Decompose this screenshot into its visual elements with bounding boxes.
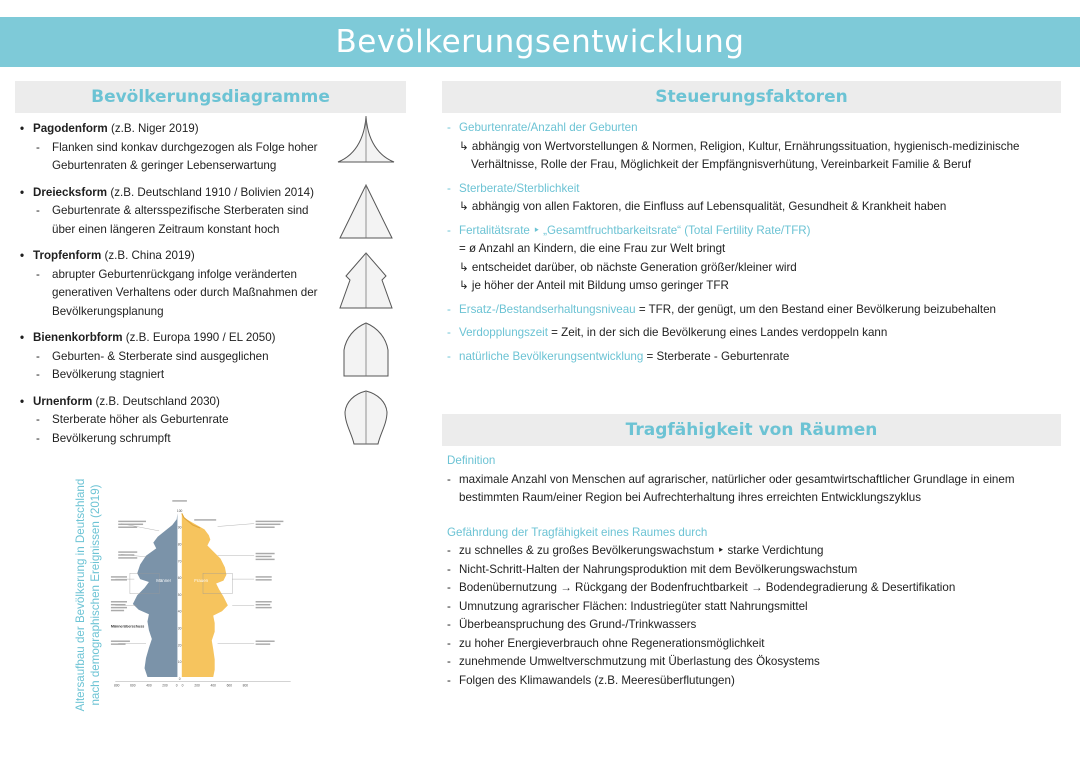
threat-label: Gefährdung der Tragfähigkeit eines Raumes durch (447, 525, 708, 539)
form-name: Urnenform (33, 394, 93, 408)
svg-text:200: 200 (162, 683, 168, 688)
threat-item: - Folgen des Klimawandels (z.B. Meeresüberflutungen) (447, 672, 1067, 691)
male-population-area (133, 513, 178, 677)
form-note: (z.B. Niger 2019) (107, 122, 199, 135)
svg-text:60: 60 (177, 576, 182, 581)
svg-text:50: 50 (177, 592, 182, 597)
male-label: Männer (156, 578, 172, 584)
svg-text:20: 20 (177, 643, 182, 648)
form-point: - abrupter Geburtenrückgang infolge veränderten generativen Verhaltens oder durch Maßnahmen der Bevölkerungsplanung (20, 266, 332, 322)
page-title: Bevölkerungsentwicklung (335, 24, 745, 60)
threat-item: - zu hoher Energieverbrauch ohne Regenerationsmöglichkeit (447, 635, 1067, 654)
threat-item: - zu schnelles & zu großes Bevölkerungswachstum ‣ starke Verdichtung (447, 542, 1067, 561)
section-heading-factors: Steuerungsfaktoren (442, 81, 1061, 113)
diagram-forms-list (20, 120, 332, 456)
definition-text: - maximale Anzahl von Menschen auf agrarischer, natürlicher oder gesamtwirtschaftlicher Grundlage in einem bestimmten Raum/einer Region bei Aufrechterhaltung ihres erreichten Entwicklungszyklus (447, 471, 1067, 508)
form-name: Bienenkorbform (33, 331, 123, 344)
triangle-shape-icon (336, 182, 396, 242)
form-point: - Flanken sind konkav durchgezogen als Folge hoher Geburtenraten & geringer Lebenserwartung (20, 139, 332, 176)
definition-label: Definition (447, 454, 496, 467)
form-point: - Geburten- & Sterberate sind ausgeglichen (20, 348, 332, 367)
male-surplus-label: Männerüberschuss (110, 624, 145, 629)
threat-item: - zunehmende Umweltverschmutzung mit Überlastung des Ökosystems (447, 653, 1067, 672)
threat-item: - Nicht-Schritt-Halten der Nahrungsproduktion mit dem Bevölkerungswachstum (447, 561, 1067, 580)
urn-shape-icon (340, 388, 392, 448)
section-heading-carrying-capacity: Tragfähigkeit von Räumen (442, 414, 1061, 446)
svg-text:0: 0 (181, 683, 184, 688)
form-point: - Sterberate höher als Geburtenrate (20, 411, 332, 430)
form-note: (z.B. China 2019) (101, 249, 195, 262)
svg-text:70: 70 (177, 559, 182, 564)
svg-text:40: 40 (177, 609, 182, 614)
beehive-shape-icon (340, 320, 392, 380)
factor-item: - Verdopplungszeit = Zeit, in der sich die Bevölkerung eines Landes verdoppeln kann (447, 324, 1067, 343)
form-name: Tropfenform (33, 249, 102, 262)
svg-text:400: 400 (210, 683, 216, 688)
section-heading-diagrams: Bevölkerungsdiagramme (15, 81, 406, 113)
factor-item: - natürliche Bevölkerungsentwicklung = Sterberate - Geburtenrate (447, 348, 1067, 367)
population-pyramid-chart (108, 462, 298, 724)
pyramid-title: Altersaufbau der Bevölkerung in Deutschland nach demographischen Ereignissen (2019) (74, 478, 102, 712)
form-drop (20, 247, 332, 321)
drop-shape-icon (336, 250, 396, 312)
factor-item: - Fertalitätsrate ‣ „Gesamtfruchtbarkeitsrate“ (Total Fertility Rate/TFR) = ø Anzahl an Kindern, die eine Frau zur Welt bringt ↳ entscheidet darüber, ob nächste Generation größer/kleiner wird ↳ je höher der Anteil mit Bildung umso geringer TFR (447, 222, 1067, 296)
form-note: (z.B. Europa 1990 / EL 2050) (122, 331, 276, 344)
form-note: (z.B. Deutschland 1910 / Bolivien 2014) (107, 185, 314, 199)
form-beehive (20, 329, 332, 385)
form-triangle (20, 184, 332, 240)
carrying-capacity-section (447, 452, 1067, 690)
factor-item: - Ersatz-/Bestandserhaltungsniveau = TFR, der genügt, um den Bestand einer Bevölkerung beizubehalten (447, 301, 1067, 320)
female-population-area (182, 513, 228, 677)
svg-text:600: 600 (130, 683, 136, 688)
form-point: - Geburtenrate & altersspezifische Sterberaten sind über einen längeren Zeitraum konstant hoch (20, 202, 332, 239)
form-point: - Bevölkerung stagniert (20, 366, 332, 385)
form-name: Pagodenform (33, 122, 108, 135)
title-banner (0, 17, 1080, 67)
factor-item: - Sterberate/Sterblichkeit ↳ abhängig von allen Faktoren, die Einfluss auf Lebensqualität, Gesundheit & Krankheit haben (447, 180, 1067, 217)
svg-text:0: 0 (178, 676, 181, 681)
form-name: Dreiecksform (33, 185, 108, 199)
svg-text:400: 400 (146, 683, 152, 688)
form-pagoda (20, 120, 332, 176)
svg-text:90: 90 (177, 525, 182, 530)
svg-text:80: 80 (177, 542, 182, 547)
svg-text:30: 30 (177, 626, 182, 631)
female-label: Frauen (194, 578, 209, 584)
svg-text:200: 200 (194, 683, 200, 688)
svg-text:600: 600 (226, 683, 233, 688)
pagoda-shape-icon (336, 114, 396, 166)
threat-item: - Überbeanspruchung des Grund-/Trinkwassers (447, 616, 1067, 635)
form-urn (20, 393, 332, 449)
factors-list (447, 119, 1067, 366)
svg-text:100: 100 (176, 508, 183, 513)
threat-item: - Bodenübernutzung → Rückgang der Bodenfruchtbarkeit → Bodendegradierung & Desertifikation (447, 579, 1067, 598)
svg-text:10: 10 (177, 660, 182, 665)
x-axis (114, 684, 248, 688)
threat-item: - Umnutzung agrarischer Flächen: Industriegüter statt Nahrungsmittel (447, 598, 1067, 617)
svg-text:0: 0 (175, 683, 178, 688)
svg-text:800: 800 (242, 683, 249, 688)
factor-item: - Geburtenrate/Anzahl der Geburten ↳ abhängig von Wertvorstellungen & Normen, Religion, Kultur, Ernährungssituation, hygienisch-medizinische Verhältnisse, Rolle der Frau, Möglichkeit der Empfängnisverhütung, Vereinbarkeit Familie & Beruf (447, 119, 1067, 175)
form-point: - Bevölkerung schrumpft (20, 430, 332, 449)
svg-text:800: 800 (114, 683, 120, 688)
form-note: (z.B. Deutschland 2030) (92, 394, 220, 408)
